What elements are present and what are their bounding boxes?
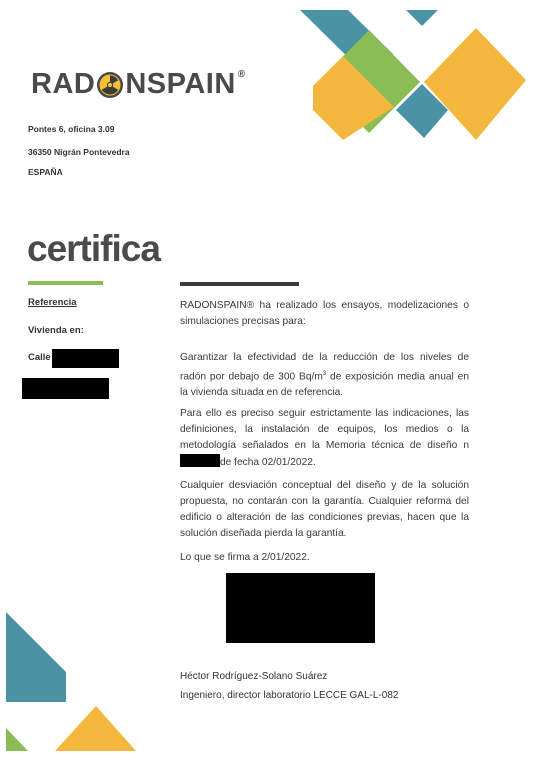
deco-yellow-right xyxy=(424,28,526,140)
company-logo xyxy=(31,68,246,101)
paragraph-intro: RADONSPAIN® ha realizado los ensayos, modelizaciones o simulaciones precisas para: xyxy=(180,300,469,327)
page-title: certifica xyxy=(27,228,160,269)
body-header-bar xyxy=(180,282,299,286)
calle-label: Calle xyxy=(28,352,51,363)
logo-text-right: NSPAIN xyxy=(125,68,236,100)
paragraph-guarantee-b: de exposición media anual en la vivienda situada en de referencia. xyxy=(180,371,469,399)
deco-teal-bottom xyxy=(6,612,66,702)
logo-text-left: RAD xyxy=(31,68,96,100)
signer-name: Héctor Rodríguez-Solano Suárez xyxy=(180,671,328,682)
paragraph-instructions-a: Para ello es preciso seguir estrictamente las indicaciones, las definiciones, la instalación de equipos, los medios o la metodología señalados en la Memoria técnica de diseño n xyxy=(180,408,469,451)
address-line-1: Pontes 6, oficina 3.09 xyxy=(28,124,115,134)
redacted-signature xyxy=(226,573,375,643)
registered-mark: ® xyxy=(237,69,246,80)
paragraph-instructions xyxy=(180,406,469,471)
referencia-label: Referencia xyxy=(28,297,77,308)
redacted-street xyxy=(52,349,119,368)
vivienda-label: Vivienda en: xyxy=(28,325,84,336)
deco-green-bottom xyxy=(6,728,28,751)
paragraph-guarantee-a: Garantizar la efectividad de la reducción de los niveles de radón por debajo de 300 Bq/m xyxy=(180,352,469,383)
title-underline-green xyxy=(28,281,103,285)
redacted-address xyxy=(22,378,109,399)
address-line-2: 36350 Nigrán Pontevedra xyxy=(28,147,130,157)
paragraph-signed: Lo que se firma a 2/01/2022. xyxy=(180,552,310,563)
signer-role: Ingeniero, director laboratorio LECCE GAL-L-082 xyxy=(180,690,399,701)
address-line-3: ESPAÑA xyxy=(28,167,63,177)
deco-teal-top xyxy=(406,10,438,26)
superscript-3: 3 xyxy=(322,371,327,377)
paragraph-deviation: Cualquier desviación conceptual del diseño y de la solución propuesta, no contarán con la garantía. Cualquier reforma del edificio o alteración de las condiciones previas, hacen que la solución diseñada pierda la garantía. xyxy=(180,480,469,539)
paragraph-guarantee xyxy=(180,350,469,401)
redacted-memo-number xyxy=(180,454,220,467)
radiation-icon xyxy=(96,71,124,99)
paragraph-instructions-b: de fecha 02/01/2022. xyxy=(220,457,316,468)
deco-yellow-bottom xyxy=(55,706,136,751)
